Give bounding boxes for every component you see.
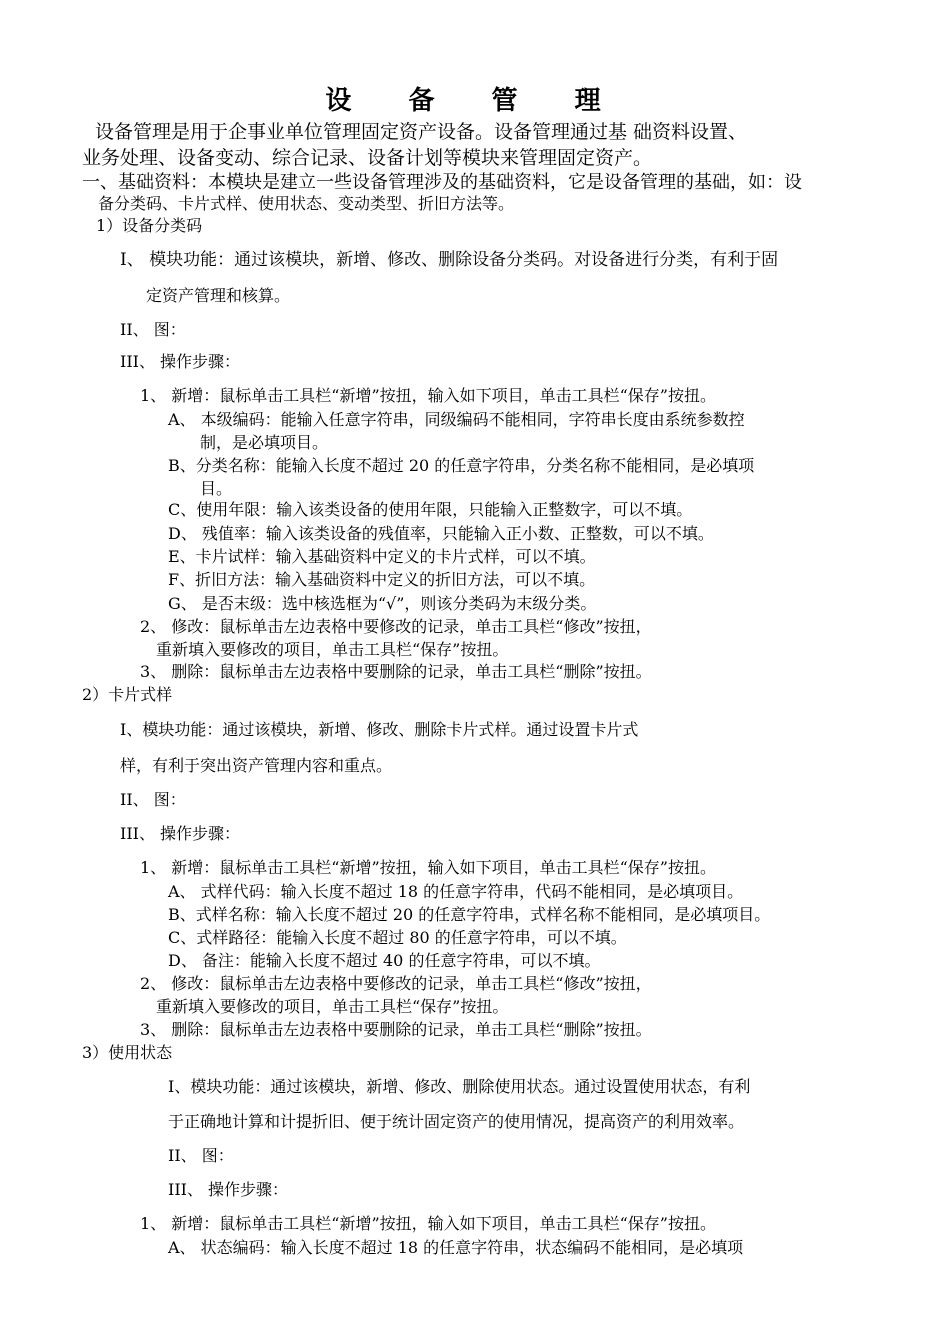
list-item: D、 备注：能输入长度不超过 40 的任意字符串，可以不填。 (168, 951, 601, 970)
step-delete: 3、 删除：鼠标单击左边表格中要删除的记录，单击工具栏“删除”按扭。 (140, 1020, 652, 1039)
steps-label: III、 操作步骤： (120, 352, 241, 371)
list-item: B、分类名称：能输入长度不超过 20 的任意字符串，分类名称不能相同，是必填项 (168, 456, 755, 475)
list-item: D、 残值率：输入该类设备的残值率，只能输入正小数、正整数，可以不填。 (168, 524, 714, 543)
step-new: 1、 新增：鼠标单击工具栏“新增”按扭，输入如下项目，单击工具栏“保存”按扭。 (140, 386, 716, 405)
intro-line-1: 设备管理是用于企事业单位管理固定资产设备。设备管理通过基 础资料设置、 (95, 121, 748, 143)
subsection-title: 2）卡片式样 (82, 685, 173, 704)
list-item: G、 是否末级：选中核选框为“√”，则该分类码为末级分类。 (168, 594, 597, 613)
steps-label: III、 操作步骤： (120, 824, 241, 843)
section-heading-cont: 备分类码、卡片式样、使用状态、变动类型、折旧方法等。 (98, 194, 515, 213)
list-item: 目。 (200, 479, 233, 498)
step-new: 1、 新增：鼠标单击工具栏“新增”按扭，输入如下项目，单击工具栏“保存”按扭。 (140, 858, 716, 877)
module-function: I、 模块功能：通过该模块，新增、修改、删除设备分类码。对设备进行分类，有利于固 (120, 250, 779, 270)
steps-label: III、 操作步骤： (168, 1180, 289, 1199)
module-function: I、模块功能：通过该模块，新增、修改、删除使用状态。通过设置使用状态，有利 (168, 1077, 751, 1096)
list-item: E、卡片试样：输入基础资料中定义的卡片式样，可以不填。 (168, 547, 596, 566)
subsection-title: 1）设备分类码 (96, 216, 203, 235)
step-delete: 3、 删除：鼠标单击左边表格中要删除的记录，单击工具栏“删除”按扭。 (140, 662, 652, 681)
list-item: A、 式样代码：输入长度不超过 18 的任意字符串，代码不能相同，是必填项目。 (168, 882, 744, 901)
list-item: 制，是必填项目。 (200, 433, 329, 452)
list-item: C、使用年限：输入该类设备的使用年限，只能输入正整数字，可以不填。 (168, 500, 693, 519)
list-item: A、 状态编码：输入长度不超过 18 的任意字符串，状态编码不能相同，是必填项 (168, 1238, 744, 1257)
intro-line-2: 业务处理、设备变动、综合记录、设备计划等模块来管理固定资产。 (82, 147, 653, 169)
section-heading: 一、基础资料：本模块是建立一些设备管理涉及的基础资料，它是设备管理的基础，如：设 (82, 172, 802, 193)
list-item: F、折旧方法：输入基础资料中定义的折旧方法，可以不填。 (168, 570, 596, 589)
step-modify: 2、 修改：鼠标单击左边表格中要修改的记录，单击工具栏“修改”按扭， (140, 617, 652, 636)
figure-label: II、 图： (120, 320, 186, 339)
module-function-cont: 样，有利于突出资产管理内容和重点。 (120, 756, 393, 775)
module-function-cont: 定资产管理和核算。 (146, 286, 291, 305)
module-function-cont: 于正确地计算和计提折旧、便于统计固定资产的使用情况，提高资产的利用效率。 (168, 1112, 745, 1131)
subsection-title: 3）使用状态 (82, 1043, 173, 1062)
figure-label: II、 图： (120, 790, 186, 809)
figure-label: II、 图： (168, 1146, 234, 1165)
step-modify-cont: 重新填入要修改的项目，单击工具栏“保存”按扭。 (156, 997, 509, 1016)
step-modify-cont: 重新填入要修改的项目，单击工具栏“保存”按扭。 (156, 640, 509, 659)
page-title: 设 备 管 理 (325, 86, 625, 116)
list-item: A、 本级编码：能输入任意字符串，同级编码不能相同，字符串长度由系统参数控 (168, 410, 745, 429)
step-modify: 2、 修改：鼠标单击左边表格中要修改的记录，单击工具栏“修改”按扭， (140, 974, 652, 993)
module-function: I、模块功能：通过该模块，新增、修改、删除卡片式样。通过设置卡片式 (120, 720, 639, 739)
list-item: B、式样名称：输入长度不超过 20 的任意字符串，式样名称不能相同，是必填项目。 (168, 905, 771, 924)
step-new: 1、 新增：鼠标单击工具栏“新增”按扭，输入如下项目，单击工具栏“保存”按扭。 (140, 1214, 716, 1233)
list-item: C、式样路径：能输入长度不超过 80 的任意字符串，可以不填。 (168, 928, 627, 947)
